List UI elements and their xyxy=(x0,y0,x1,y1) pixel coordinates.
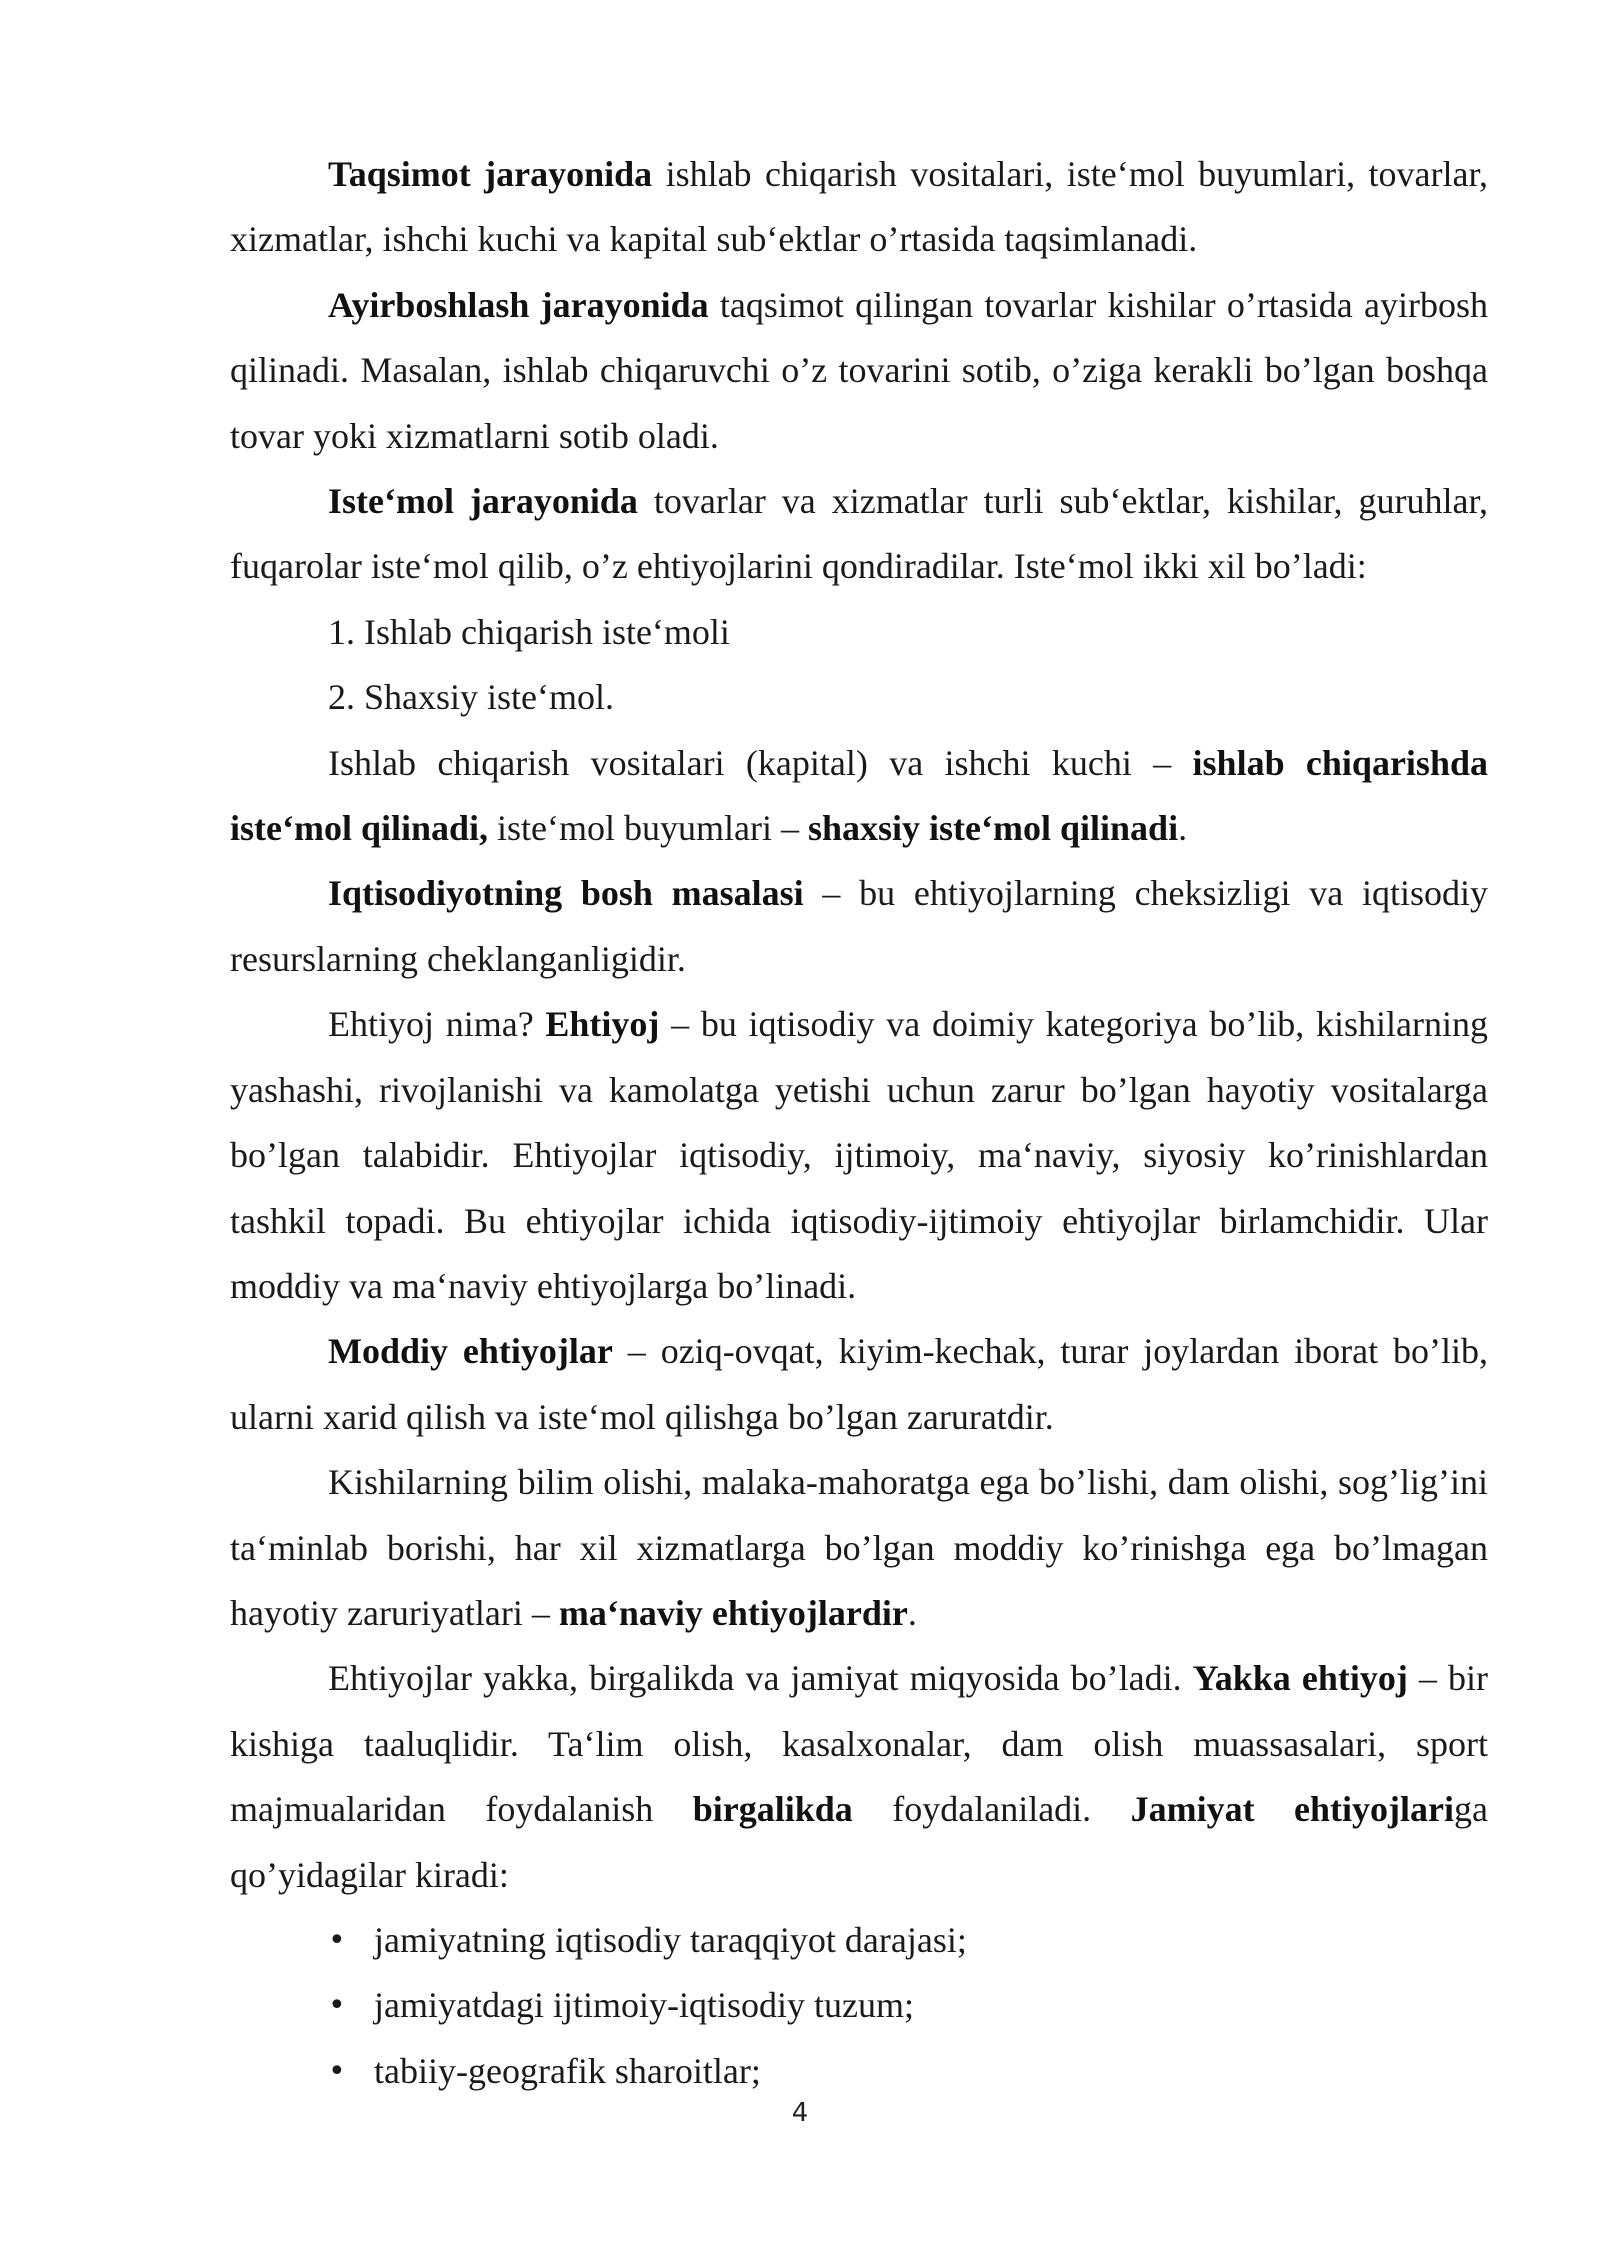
paragraph-text: – bir kishiga taaluqlidir. Ta‘lim olish, kasalxonalar, dam olish muassasalari, sport majmualaridan foydalanish xyxy=(230,1658,1488,1830)
term-society-needs: Jamiyat ehtiyojlari xyxy=(1130,1789,1455,1830)
paragraph-text: – oziq-ovqat, kiyim-kechak, turar joylardan iborat bo’lib, ularni xarid qilish va iste‘mol qilishga bo’lgan zaruratdir. xyxy=(230,1331,1488,1437)
paragraph-consumption-types xyxy=(230,731,1488,862)
paragraph-consumption xyxy=(230,469,1488,600)
list-item-text: jamiyatdagi ijtimoiy-iqtisodiy tuzum; xyxy=(374,1985,914,2026)
list-item xyxy=(230,2039,1488,2104)
paragraph-text: foydalaniladi. xyxy=(852,1789,1131,1830)
bullet-icon: • xyxy=(328,1922,346,1958)
term-spiritual-needs: ma‘naviy ehtiyojlardir xyxy=(558,1592,908,1633)
paragraph-text: iste‘mol buyumlari – xyxy=(488,808,808,849)
term-consumption: Iste‘mol jarayonida xyxy=(328,481,638,522)
list-item-text: tabiiy-geografik sharoitlar; xyxy=(374,2050,761,2091)
term-need: Ehtiyoj xyxy=(545,1004,660,1045)
page-body xyxy=(230,142,1488,2104)
numbered-item: 1. Ishlab chiqarish iste‘moli xyxy=(328,611,730,652)
bullet-list xyxy=(230,1908,1488,2104)
term-material-needs: Moddiy ehtiyojlar xyxy=(328,1331,613,1372)
numbered-item: 2. Shaxsiy iste‘mol. xyxy=(328,677,614,718)
paragraph-exchange xyxy=(230,273,1488,469)
paragraph-text: tovarlar va xizmatlar turli sub‘ektlar, kishilar, guruhlar, fuqarolar iste‘mol qilib, o’z ehtiyojlarini qondiradilar. Iste‘mol ikki xil bo’ladi: xyxy=(230,481,1488,587)
list-item xyxy=(230,1908,1488,1973)
bullet-icon: • xyxy=(328,2053,346,2089)
term-collective: birgalikda xyxy=(692,1789,853,1830)
term-individual-need: Yakka ehtiyoj xyxy=(1192,1658,1408,1699)
term-exchange: Ayirboshlash jarayonida xyxy=(328,284,709,325)
paragraph-text: – bu ehtiyojlarning cheksizligi va iqtisodiy resurslarning cheklanganligidir. xyxy=(230,873,1488,979)
list-item-text: jamiyatning iqtisodiy taraqqiyot darajasi; xyxy=(374,1919,967,1960)
paragraph-spiritual-needs xyxy=(230,1450,1488,1646)
paragraph-text: Ehtiyoj nima? xyxy=(328,1004,546,1045)
paragraph-material-needs xyxy=(230,1319,1488,1450)
paragraph-text: ga qo’yidagilar kiradi: xyxy=(230,1789,1488,1895)
term-productive-consumption: ishlab chiqarishda iste‘mol qilinadi, xyxy=(230,742,1488,849)
paragraph-main-problem xyxy=(230,861,1488,992)
paragraph-text: taqsimot qilingan tovarlar kishilar o’rtasida ayirbosh qilinadi. Masalan, ishlab chiqaruvchi o’z tovarini sotib, o’ziga kerakli bo’lgan boshqa tovar yoki xizmatlarni sotib oladi. xyxy=(230,284,1489,456)
paragraph-text: . xyxy=(907,1592,917,1633)
term-distribution: Taqsimot jarayonida xyxy=(328,154,653,194)
bullet-icon: • xyxy=(328,1988,346,2024)
paragraph-need-definition xyxy=(230,992,1488,1319)
paragraph-text: Ehtiyojlar yakka, birgalikda va jamiyat miqyosida bo’ladi. xyxy=(328,1658,1193,1699)
paragraph-text: – bu iqtisodiy va doimiy kategoriya bo’lib, kishilarning yashashi, rivojlanishi va kamolatga yetishi uchun zarur bo’lgan hayotiy vositalarga bo’lgan talabidir. Ehtiyojlar iqtisodiy, ijtimoiy, ma‘naviy, siyosiy ko’rinishlardan tashkil topadi. Bu ehtiyojlar ichida iqtisodiy-ijtimoiy ehtiyojlar birlamchidir. Ular moddiy va ma‘naviy ehtiyojlarga bo’linadi. xyxy=(230,1004,1488,1306)
page-number: 4 xyxy=(791,2098,809,2128)
paragraph-text: . xyxy=(1178,808,1188,849)
paragraph-needs-levels xyxy=(230,1646,1488,1908)
paragraph-text: Ishlab chiqarish vositalari (kapital) va ishchi kuchi – xyxy=(328,742,1193,783)
term-main-problem: Iqtisodiyotning bosh masalasi xyxy=(328,873,804,914)
paragraph-text: ishlab chiqarish vositalari, iste‘mol buyumlari, tovarlar, xizmatlar, ishchi kuchi va kapital sub‘ektlar o’rtasida taqsimlanadi. xyxy=(230,154,1489,260)
paragraph-text: Kishilarning bilim olishi, malaka-mahoratga ega bo’lishi, dam olishi, sog’lig’ini ta‘minlab borishi, har xil xizmatlarga bo’lgan moddiy ko’rinishga ega bo’lmagan hayotiy zaruriyatlari – xyxy=(230,1462,1488,1633)
term-personal-consumption: shaxsiy iste‘mol qilinadi xyxy=(808,808,1179,849)
paragraph-distribution xyxy=(230,142,1488,273)
list-item xyxy=(230,1973,1488,2038)
